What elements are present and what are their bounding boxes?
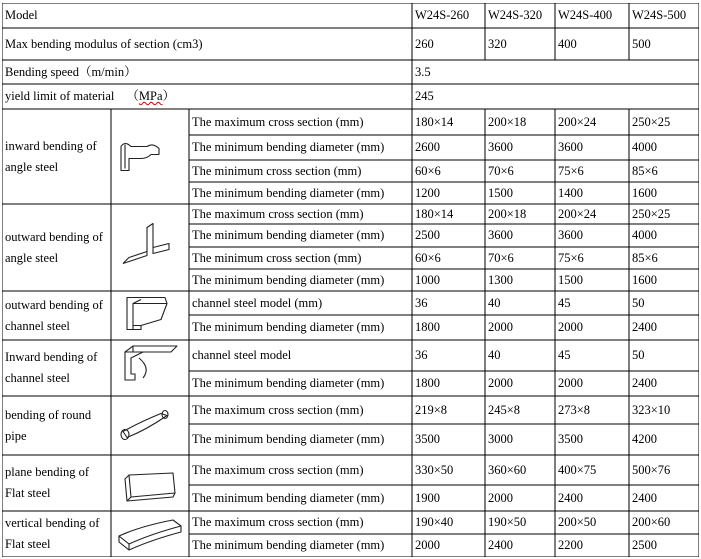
param-value: 2200 — [558, 538, 583, 552]
general-label: Max bending modulus of section (cm3) — [5, 36, 203, 51]
param-value: 200×18 — [488, 206, 527, 221]
param-value: 330×50 — [415, 462, 454, 477]
outward-angle-steel-icon — [111, 204, 189, 291]
inward-channel-steel-icon — [111, 340, 189, 396]
param-value: 200×60 — [632, 515, 671, 529]
param-value: 1600 — [632, 272, 657, 287]
group-name: outward bending of channel steel — [5, 297, 103, 333]
param-value: 2500 — [632, 538, 657, 552]
inward-angle-steel-icon — [111, 109, 189, 204]
param-value: 4000 — [632, 228, 657, 242]
group-name: inward bending of angle steel — [5, 138, 97, 174]
param-label: The maximum cross section (mm) — [192, 402, 364, 417]
param-value: 36 — [415, 348, 428, 362]
header-model-0: W24S-260 — [415, 8, 470, 22]
param-value: 3500 — [415, 432, 440, 446]
param-value: 50 — [632, 295, 645, 310]
param-value: 45 — [558, 295, 571, 310]
param-value: 190×40 — [415, 515, 454, 529]
param-value: 2000 — [488, 320, 513, 334]
param-label: channel steel model (mm) — [192, 295, 323, 310]
param-value: 1800 — [415, 376, 440, 390]
yield-label-paren: ） — [162, 89, 176, 103]
flat-steel-plane-icon — [111, 455, 189, 511]
param-label: The minimum bending diameter (mm) — [192, 376, 385, 390]
param-value: 1300 — [488, 272, 513, 287]
param-value: 4200 — [632, 432, 657, 446]
flat-steel-vertical-icon — [111, 511, 189, 557]
param-value: 200×18 — [488, 114, 527, 129]
param-value: 3000 — [488, 432, 513, 446]
param-value: 360×60 — [488, 462, 527, 477]
param-value: 273×8 — [558, 402, 591, 417]
param-value: 2400 — [632, 490, 657, 505]
group-name: vertical bending of Flat steel — [5, 516, 100, 551]
param-label: channel steel model — [192, 348, 292, 362]
param-label: The minimum cross section (mm) — [192, 163, 362, 178]
yield-label-text: yield limit of material — [5, 89, 115, 103]
param-value: 200×24 — [558, 114, 597, 129]
param-value: 180×14 — [415, 206, 454, 221]
general-label — [2, 84, 412, 109]
param-value: 40 — [488, 295, 501, 310]
general-label: Bending speed（m/min） — [5, 64, 137, 79]
param-value: 200×50 — [558, 515, 597, 529]
yield-label-unit: MPa — [138, 89, 163, 103]
param-value: 3600 — [488, 228, 513, 242]
param-value: 200×24 — [558, 206, 597, 221]
group-name: plane bending of Flat steel — [5, 465, 90, 500]
param-value: 1500 — [558, 272, 583, 287]
param-value: 1500 — [488, 185, 513, 200]
param-value: 323×10 — [632, 402, 671, 417]
param-value: 40 — [488, 348, 501, 362]
param-value: 2000 — [558, 376, 583, 390]
param-label: The minimum bending diameter (mm) — [192, 538, 385, 552]
group-name: Inward bending of channel steel — [5, 350, 98, 385]
param-label: The minimum bending diameter (mm) — [192, 272, 385, 287]
param-value: 219×8 — [415, 402, 448, 417]
param-label: The maximum cross section (mm) — [192, 462, 364, 477]
param-value: 36 — [415, 295, 428, 310]
general-value: 260 — [415, 36, 434, 51]
param-value: 500×76 — [632, 462, 671, 477]
param-value: 50 — [632, 348, 645, 362]
param-label: The maximum cross section (mm) — [192, 206, 364, 221]
param-label: The minimum bending diameter (mm) — [192, 185, 385, 200]
param-label: The minimum bending diameter (mm) — [192, 320, 385, 334]
param-value: 1000 — [415, 272, 440, 287]
param-value: 60×6 — [415, 163, 441, 178]
param-value: 3600 — [558, 140, 583, 154]
param-value: 2400 — [632, 320, 657, 334]
param-value: 85×6 — [632, 163, 658, 178]
param-value: 2400 — [488, 538, 513, 552]
param-label: The maximum cross section (mm) — [192, 515, 364, 529]
param-value: 180×14 — [415, 114, 454, 129]
param-value: 1800 — [415, 320, 440, 334]
param-value: 75×6 — [558, 163, 584, 178]
param-value: 2000 — [488, 376, 513, 390]
param-value: 2400 — [558, 490, 583, 505]
param-label: The maximum cross section (mm) — [192, 114, 364, 129]
yield-label-paren: （ — [126, 89, 139, 103]
param-value: 70×6 — [488, 163, 514, 178]
general-value: 320 — [488, 36, 507, 51]
header-model-2: W24S-400 — [558, 8, 613, 22]
param-value: 2400 — [632, 376, 657, 390]
param-value: 245×8 — [488, 402, 521, 417]
header-model-3: W24S-500 — [632, 8, 687, 22]
param-value: 250×25 — [632, 114, 671, 129]
param-value: 2000 — [415, 538, 440, 552]
param-value: 1600 — [632, 185, 657, 200]
param-value: 45 — [558, 348, 571, 362]
param-label: The minimum cross section (mm) — [192, 250, 362, 265]
group-name: bending of round pipe — [5, 407, 92, 443]
param-label: The minimum bending diameter (mm) — [192, 432, 385, 446]
outward-channel-steel-icon — [111, 291, 189, 340]
general-value: 245 — [415, 89, 434, 103]
param-value: 2500 — [415, 228, 440, 242]
header-model-label: Model — [5, 8, 38, 22]
param-value: 85×6 — [632, 250, 658, 265]
param-value: 400×75 — [558, 462, 597, 477]
param-value: 60×6 — [415, 250, 441, 265]
param-label: The minimum bending diameter (mm) — [192, 140, 385, 154]
general-value: 400 — [558, 36, 577, 51]
general-value: 3.5 — [415, 64, 431, 79]
param-value: 2000 — [558, 320, 583, 334]
param-label: The minimum bending diameter (mm) — [192, 228, 385, 242]
round-pipe-icon — [111, 396, 189, 455]
param-value: 250×25 — [632, 206, 671, 221]
param-value: 1400 — [558, 185, 583, 200]
general-value: 500 — [632, 36, 651, 51]
param-value: 3600 — [488, 140, 513, 154]
header-model-1: W24S-320 — [488, 8, 543, 22]
param-value: 1200 — [415, 185, 440, 200]
group-name: outward bending of angle steel — [5, 229, 103, 265]
param-value: 3500 — [558, 432, 583, 446]
param-value: 70×6 — [488, 250, 514, 265]
spec-table — [2, 3, 699, 557]
param-label: The minimum bending diameter (mm) — [192, 490, 385, 505]
param-value: 2000 — [488, 490, 513, 505]
param-value: 3600 — [558, 228, 583, 242]
param-value: 75×6 — [558, 250, 584, 265]
param-value: 1900 — [415, 490, 440, 505]
param-value: 2600 — [415, 140, 440, 154]
param-value: 4000 — [632, 140, 657, 154]
param-value: 190×50 — [488, 515, 527, 529]
